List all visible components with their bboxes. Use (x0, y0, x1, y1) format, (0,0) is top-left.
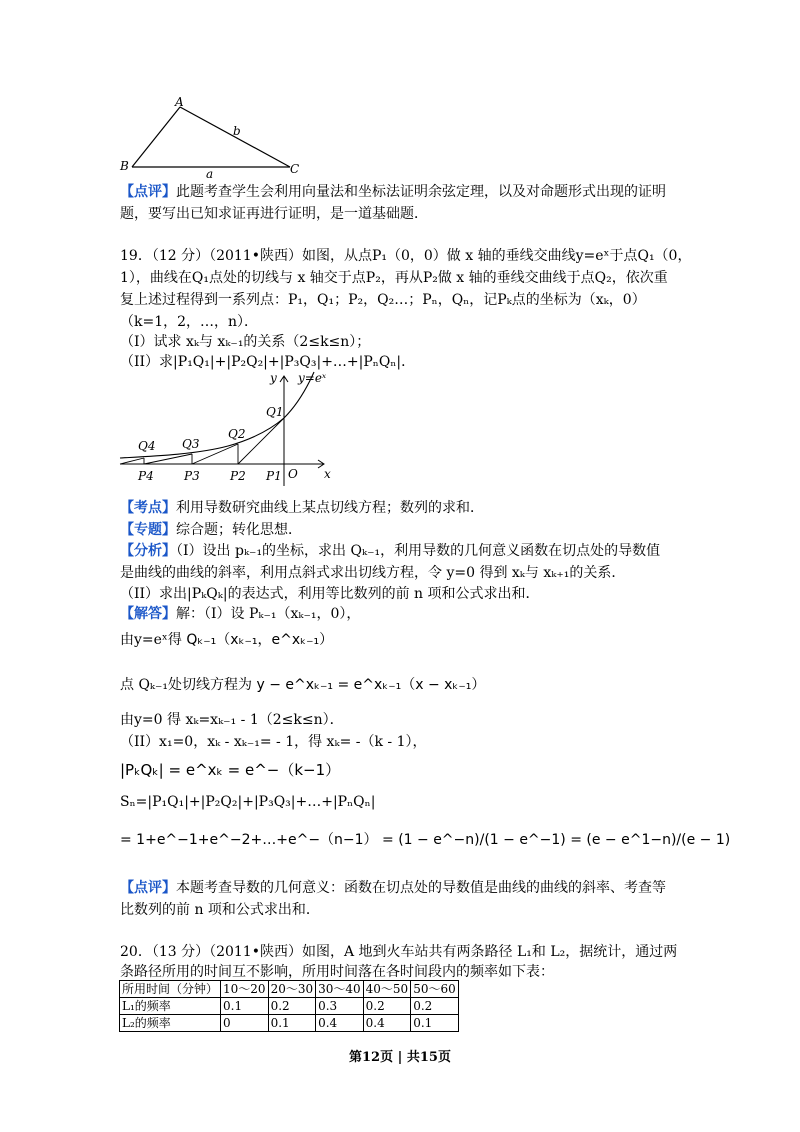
step1-formula: Qₖ₋₁（xₖ₋₁，e^xₖ₋₁） (186, 632, 334, 648)
kaodian-line (120, 498, 484, 518)
exponential-graph (118, 368, 340, 490)
table-cell: 0.1 (268, 1015, 316, 1032)
step3-line: 由y=0 得 xₖ=xₖ₋₁ - 1（2≤k≤n）． (120, 712, 344, 728)
fenxi-line3: （II）求出|PₖQₖ|的表达式，利用等比数列的前 n 项和公式求出和． (120, 586, 540, 602)
x-axis-label: x (324, 467, 331, 481)
table-cell: 所用时间（分钟） (120, 981, 221, 998)
comment18-line1 (120, 182, 666, 202)
comment19-line1 (120, 878, 666, 898)
table-cell: 0.2 (268, 998, 316, 1015)
table-cell: 10～20 (221, 981, 269, 998)
q19-line2: 1），曲线在Q₁点处的切线与 x 轴交于点P₂，再从P₂做 x 轴的垂线交曲线于点Q₂，依次重 (120, 270, 668, 286)
step6-line: Sₙ=|P₁Q₁|+|P₂Q₂|+|P₃Q₃|+…+|PₙQₙ| (120, 794, 376, 810)
table-cell: 0.1 (411, 1015, 459, 1032)
label-a-vertex: A (175, 95, 184, 109)
origin-label: O (288, 467, 298, 481)
fenxi-tag: 【分析】 (120, 543, 176, 559)
label-side-a: a (206, 167, 214, 180)
fenxi-text1: （I）设出 pₖ₋₁的坐标，求出 Qₖ₋₁，利用导数的几何意义函数在切点处的导数值 (176, 543, 661, 559)
table-cell: 0.2 (411, 998, 459, 1015)
table-cell: 0.1 (221, 998, 269, 1015)
table-header-row (120, 981, 459, 998)
jieda-line1 (120, 604, 360, 624)
comment19-line2: 比数列的前 n 项和公式求出和． (120, 902, 320, 918)
side-ab (132, 107, 180, 167)
curve-label: y=eˣ (298, 371, 327, 385)
comment19-tag: 【点评】 (120, 880, 176, 896)
step1-line (120, 630, 333, 650)
kaodian-tag: 【考点】 (120, 500, 176, 516)
q19-line3: 复上述过程得到一系列点：P₁，Q₁；P₂，Q₂…；Pₙ，Qₙ，记Pₖ点的坐标为（xₖ，0） (120, 292, 646, 308)
q20-line2: 条路径所用的时间互不影响，所用时间落在各时间段内的频率如下表： (120, 964, 554, 980)
q19-part1: （I）试求 xₖ与 xₖ₋₁的关系（2≤k≤n）； (120, 334, 371, 350)
comment18-text1: 此题考查学生会利用向量法和坐标法证明余弦定理，以及对命题形式出现的证明 (176, 184, 666, 200)
zhuanti-line (120, 520, 302, 540)
p1-label: P1 (266, 469, 282, 483)
table-row (120, 1015, 459, 1032)
p3-label: P3 (184, 469, 200, 483)
jieda-text1: 解：（I）设 Pₖ₋₁（xₖ₋₁，0）， (176, 606, 361, 622)
fenxi-line1 (120, 541, 660, 561)
tangent-q4 (120, 458, 144, 464)
table-cell: 0.2 (363, 998, 411, 1015)
label-side-b: b (233, 124, 241, 138)
table-cell: 30～40 (316, 981, 364, 998)
step2-formula: y − e^xₖ₋₁ = e^xₖ₋₁（x − xₖ₋₁） (256, 677, 486, 693)
comment19-text1: 本题考查导数的几何意义：函数在切点处的导数值是曲线的曲线的斜率、考查等 (176, 880, 666, 896)
page-footer: 第12页 | 共15页 (349, 1050, 451, 1065)
comment-tag: 【点评】 (120, 184, 176, 200)
label-c-vertex: C (290, 162, 300, 176)
q2-label: Q2 (228, 427, 246, 441)
table-cell: 0.4 (316, 1015, 364, 1032)
q19-part2: （II）求|P₁Q₁|+|P₂Q₂|+|P₃Q₃|+…+|PₙQₙ|． (120, 354, 416, 370)
zhuanti-tag: 【专题】 (120, 522, 176, 538)
table-cell: L₂的频率 (120, 1015, 221, 1032)
table-cell: L₁的频率 (120, 998, 221, 1015)
q1-label: Q1 (266, 405, 284, 419)
q19-line1: 19．（12 分）（2011•陕西）如图，从点P₁（0，0）做 x 轴的垂线交曲线y=eˣ于点Q₁（0， (120, 248, 692, 264)
step2-text: 点 Qₖ₋₁处切线方程为 (120, 677, 253, 693)
q19-line4: （k=1，2，…，n）． (120, 314, 259, 330)
zhuanti-text: 综合题；转化思想． (176, 522, 302, 538)
step5-formula: |PₖQₖ| = e^xₖ = e^−（k−1） (120, 761, 341, 779)
step7-formula: = 1+e^−1+e^−2+…+e^−（n−1） = (1 − e^−n)/(1 − e^−1) = (e − e^1−n)/(e − 1) (120, 832, 731, 848)
q20-line1: 20．（13 分）（2011•陕西）如图，A 地到火车站共有两条路径 L₁和 L₂，据统计，通过两 (120, 944, 678, 960)
table-cell: 0.4 (363, 1015, 411, 1032)
table-cell: 20～30 (268, 981, 316, 998)
q3-label: Q3 (182, 437, 200, 451)
label-b-vertex: B (120, 159, 129, 173)
table-row (120, 998, 459, 1015)
p2-label: P2 (230, 469, 246, 483)
step2-line (120, 675, 485, 695)
y-axis-label: y (270, 371, 277, 385)
p4-label: P4 (138, 469, 154, 483)
fenxi-line2: 是曲线的曲线的斜率，利用点斜式求出切线方程，令 y=0 得到 xₖ与 xₖ₊₁的关系． (120, 565, 626, 581)
table-cell: 0.3 (316, 998, 364, 1015)
q4-label: Q4 (138, 439, 156, 453)
kaodian-text: 利用导数研究曲线上某点切线方程；数列的求和． (176, 500, 484, 516)
frequency-table (119, 980, 459, 1032)
jieda-tag: 【解答】 (120, 606, 176, 622)
triangle-figure (118, 95, 318, 180)
table-cell: 40～50 (363, 981, 411, 998)
table-cell: 0 (221, 1015, 269, 1032)
table-cell: 50～60 (411, 981, 459, 998)
step4-line: （II）x₁=0，xₖ - xₖ₋₁= - 1，得 xₖ= -（k - 1）， (120, 734, 427, 750)
comment18-line2: 题，要写出已知求证再进行证明，是一道基础题． (120, 206, 428, 222)
step1-text: 由y=eˣ得 (120, 632, 182, 648)
